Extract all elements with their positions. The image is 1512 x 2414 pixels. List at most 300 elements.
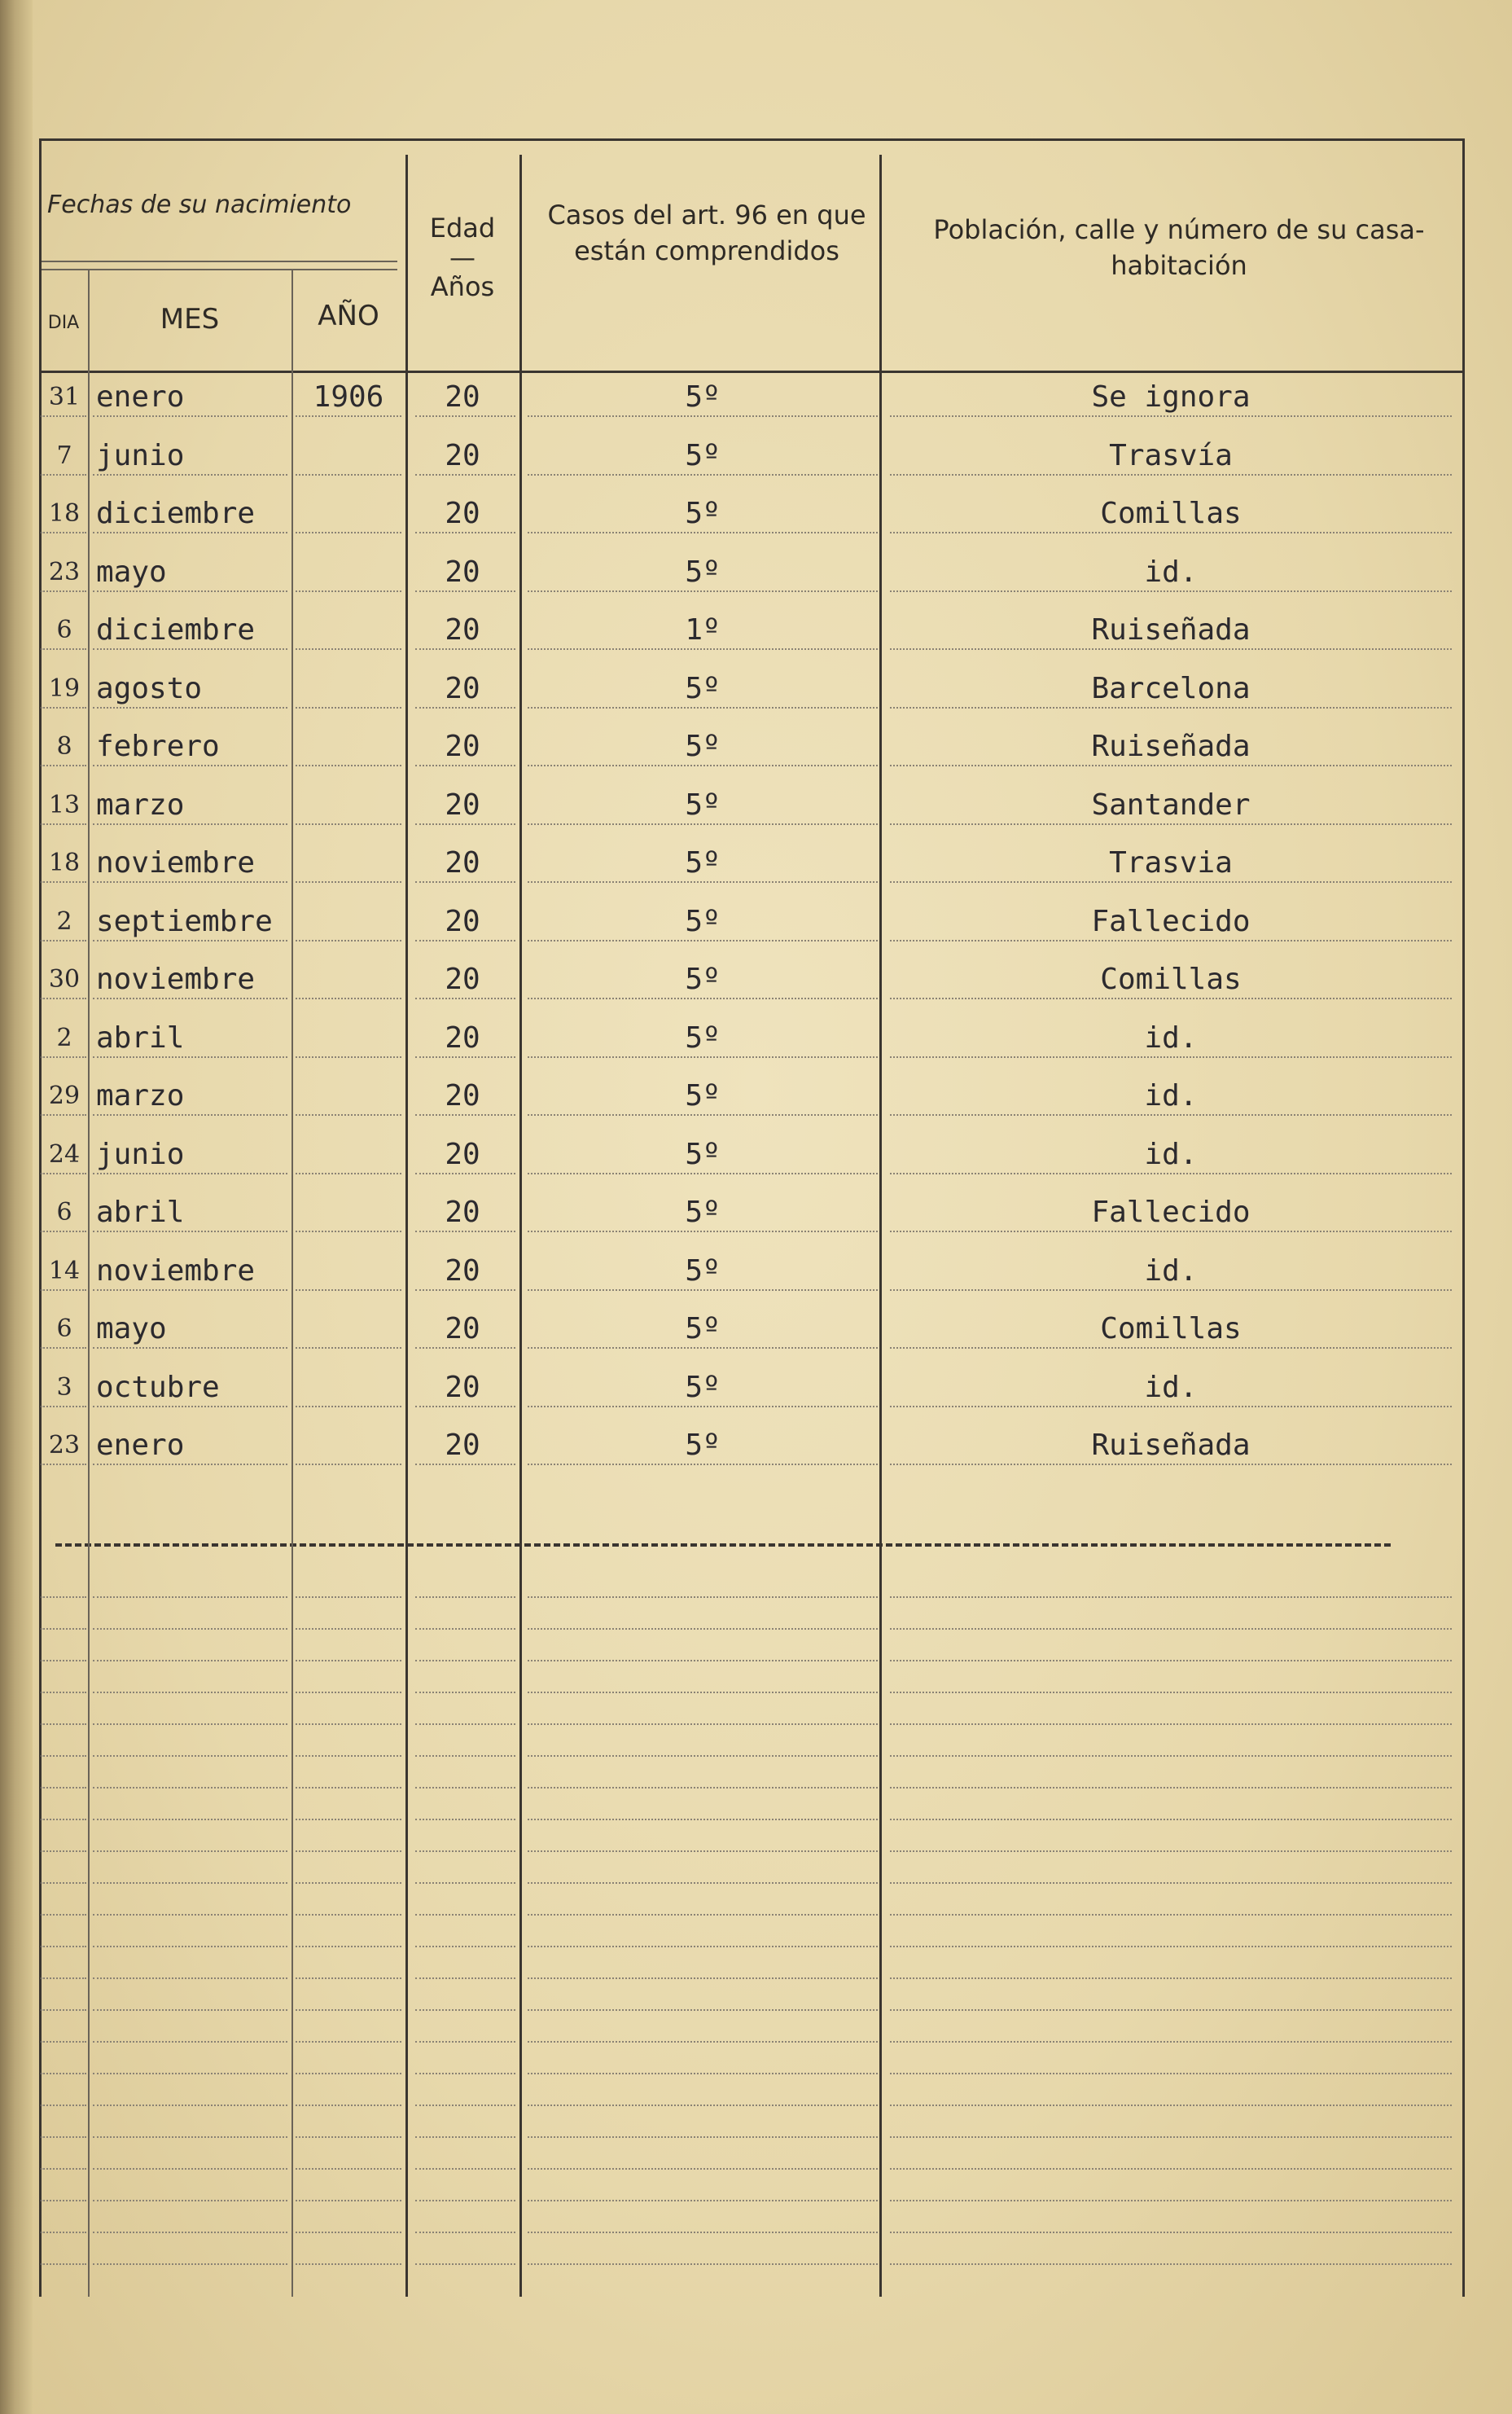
cell-caso: 5º: [685, 904, 721, 938]
cell-mes: enero: [96, 380, 185, 414]
cell-mes: diciembre: [96, 497, 256, 530]
row-rule: [890, 940, 1452, 941]
empty-row-rule: [528, 1755, 878, 1757]
empty-row-rule: [296, 1946, 401, 1947]
empty-row-rule: [41, 1755, 86, 1757]
row-rule: [528, 707, 878, 709]
row-rule: [890, 998, 1452, 999]
empty-row-rule: [296, 2105, 401, 2106]
row-rule: [890, 707, 1452, 709]
cell-dia: 7: [56, 441, 72, 470]
empty-row-rule: [93, 1628, 287, 1630]
closing-dashed-rule: [55, 1543, 1391, 1547]
row-rule: [415, 648, 515, 650]
empty-row-rule: [93, 1755, 287, 1757]
date-group-rule-2: [39, 269, 397, 270]
row-rule: [890, 1406, 1452, 1407]
cell-mes: abril: [96, 1196, 185, 1229]
row-rule: [296, 1406, 401, 1407]
empty-row-rule: [528, 2009, 878, 2011]
cell-edad: 20: [445, 497, 480, 530]
cell-edad: 20: [445, 1079, 480, 1113]
row-rule: [528, 1114, 878, 1116]
row-rule: [93, 765, 287, 766]
row-rule: [890, 590, 1452, 592]
cell-edad: 20: [445, 1429, 480, 1462]
empty-row-rule: [415, 2168, 515, 2170]
row-rule: [415, 1347, 515, 1349]
empty-row-rule: [890, 2009, 1452, 2011]
cell-caso: 5º: [685, 1370, 721, 1404]
row-rule: [93, 823, 287, 825]
header-edad-dash: —: [449, 242, 476, 273]
row-rule: [93, 415, 287, 417]
cell-dia: 2: [56, 906, 72, 936]
row-rule: [296, 940, 401, 941]
row-rule: [296, 823, 401, 825]
cell-poblacion: Fallecido: [1091, 904, 1251, 938]
empty-row-rule: [41, 1596, 86, 1598]
row-rule: [93, 1464, 287, 1465]
cell-poblacion: id.: [1144, 1020, 1198, 1055]
empty-row-rule: [528, 1723, 878, 1725]
empty-row-rule: [415, 1660, 515, 1661]
empty-row-rule: [890, 1755, 1452, 1757]
empty-row-rule: [415, 2200, 515, 2201]
row-rule: [41, 1406, 86, 1407]
empty-row-rule: [528, 1787, 878, 1789]
empty-row-rule: [93, 1946, 287, 1947]
empty-row-rule: [415, 1914, 515, 1916]
row-rule: [415, 474, 515, 476]
empty-row-rule: [415, 2073, 515, 2074]
empty-row-rule: [415, 1787, 515, 1789]
empty-row-rule: [415, 1628, 515, 1630]
empty-row-rule: [296, 1977, 401, 1979]
empty-row-rule: [890, 1882, 1452, 1884]
row-rule: [528, 648, 878, 650]
empty-row-rule: [41, 1914, 86, 1916]
col-dia-rule: [88, 269, 90, 2297]
empty-row-rule: [528, 1946, 878, 1947]
row-rule: [41, 1347, 86, 1349]
cell-dia: 23: [48, 557, 81, 586]
row-rule: [296, 881, 401, 883]
empty-row-rule: [528, 2041, 878, 2043]
cell-edad: 20: [445, 1137, 480, 1171]
empty-row-rule: [41, 1882, 86, 1884]
row-rule: [528, 1173, 878, 1174]
col-left-rule: [39, 138, 42, 2297]
row-rule: [415, 1056, 515, 1058]
cell-dia: 23: [48, 1431, 81, 1459]
row-rule: [41, 1173, 86, 1174]
empty-row-rule: [41, 2168, 86, 2170]
empty-row-rule: [93, 1660, 287, 1661]
cell-mes: febrero: [96, 730, 220, 763]
row-rule: [296, 765, 401, 766]
cell-dia: 24: [48, 1139, 81, 1169]
row-rule: [296, 998, 401, 999]
row-rule: [41, 1464, 86, 1465]
cell-poblacion: Ruiseñada: [1091, 613, 1251, 647]
cell-mes: noviembre: [96, 846, 256, 880]
row-rule: [528, 532, 878, 533]
empty-row-rule: [296, 2041, 401, 2043]
cell-caso: 5º: [685, 1312, 721, 1345]
cell-edad: 20: [445, 846, 480, 880]
empty-row-rule: [296, 2263, 401, 2265]
empty-row-rule: [890, 1596, 1452, 1598]
empty-row-rule: [93, 2073, 287, 2074]
row-rule: [41, 823, 86, 825]
empty-row-rule: [890, 2073, 1452, 2074]
empty-row-rule: [415, 1882, 515, 1884]
empty-row-rule: [93, 1692, 287, 1693]
empty-row-rule: [296, 2136, 401, 2138]
row-rule: [528, 1406, 878, 1407]
empty-row-rule: [528, 2168, 878, 2170]
row-rule: [93, 1173, 287, 1174]
empty-row-rule: [415, 2105, 515, 2106]
row-rule: [890, 881, 1452, 883]
col-anio-rule: [405, 155, 408, 2297]
empty-row-rule: [890, 2136, 1452, 2138]
empty-row-rule: [93, 1819, 287, 1820]
empty-row-rule: [415, 1850, 515, 1852]
header-bottom-rule: [39, 371, 1464, 373]
empty-row-rule: [41, 1787, 86, 1789]
cell-caso: 5º: [685, 1079, 721, 1113]
empty-row-rule: [528, 1660, 878, 1661]
row-rule: [528, 474, 878, 476]
empty-row-rule: [296, 2073, 401, 2074]
empty-row-rule: [296, 1850, 401, 1852]
cell-dia: 3: [56, 1372, 72, 1402]
empty-row-rule: [890, 1850, 1452, 1852]
empty-row-rule: [93, 2200, 287, 2201]
row-rule: [93, 1056, 287, 1058]
row-rule: [296, 1173, 401, 1174]
empty-row-rule: [528, 2136, 878, 2138]
cell-poblacion: Se ignora: [1091, 380, 1251, 414]
empty-row-rule: [41, 1850, 86, 1852]
cell-dia: 19: [48, 674, 81, 703]
row-rule: [41, 590, 86, 592]
row-rule: [528, 1289, 878, 1291]
col-casos-rule: [879, 155, 882, 2297]
row-rule: [528, 1464, 878, 1465]
cell-edad: 20: [445, 1196, 480, 1229]
cell-mes: junio: [96, 1137, 185, 1171]
cell-poblacion: Comillas: [1100, 963, 1242, 996]
empty-row-rule: [890, 2263, 1452, 2265]
row-rule: [890, 1173, 1452, 1174]
empty-row-rule: [93, 1723, 287, 1725]
row-rule: [296, 1231, 401, 1232]
cell-mes: marzo: [96, 1079, 185, 1113]
cell-mes: abril: [96, 1020, 185, 1055]
row-rule: [890, 415, 1452, 417]
cell-poblacion: Barcelona: [1091, 671, 1251, 705]
row-rule: [296, 1289, 401, 1291]
empty-row-rule: [93, 1596, 287, 1598]
cell-caso: 1º: [685, 613, 721, 647]
empty-row-rule: [528, 1914, 878, 1916]
row-rule: [41, 648, 86, 650]
empty-row-rule: [528, 1692, 878, 1693]
cell-poblacion: Trasvía: [1109, 438, 1233, 472]
row-rule: [41, 474, 86, 476]
empty-row-rule: [415, 1946, 515, 1947]
cell-mes: diciembre: [96, 613, 256, 647]
empty-row-rule: [93, 2168, 287, 2170]
row-rule: [528, 1347, 878, 1349]
cell-mes: agosto: [96, 671, 203, 705]
empty-row-rule: [41, 2009, 86, 2011]
empty-row-rule: [415, 2136, 515, 2138]
cell-edad: 20: [445, 380, 480, 414]
cell-dia: 18: [48, 849, 81, 877]
cell-dia: 18: [48, 499, 81, 528]
cell-edad: 20: [445, 904, 480, 938]
cell-edad: 20: [445, 730, 480, 763]
empty-row-rule: [41, 2232, 86, 2233]
empty-row-rule: [296, 2168, 401, 2170]
row-rule: [415, 940, 515, 941]
cell-poblacion: Comillas: [1100, 497, 1242, 530]
cell-caso: 5º: [685, 730, 721, 763]
empty-row-rule: [93, 2041, 287, 2043]
row-rule: [296, 1114, 401, 1116]
row-rule: [415, 532, 515, 533]
row-rule: [415, 1464, 515, 1465]
cell-mes: marzo: [96, 788, 185, 822]
cell-mes: noviembre: [96, 1253, 256, 1288]
empty-row-rule: [890, 1819, 1452, 1820]
row-rule: [890, 823, 1452, 825]
header-poblacion: Población, calle y número de su casa-habitación: [933, 214, 1425, 281]
cell-dia: 29: [48, 1082, 81, 1110]
row-rule: [296, 707, 401, 709]
cell-edad: 20: [445, 963, 480, 996]
row-rule: [528, 415, 878, 417]
empty-row-rule: [93, 2009, 287, 2011]
row-rule: [415, 1289, 515, 1291]
row-rule: [415, 707, 515, 709]
row-rule: [890, 1056, 1452, 1058]
cell-caso: 5º: [685, 1020, 721, 1055]
empty-row-rule: [41, 2105, 86, 2106]
empty-row-rule: [415, 1692, 515, 1693]
row-rule: [296, 1056, 401, 1058]
row-rule: [528, 590, 878, 592]
cell-dia: 31: [48, 383, 81, 411]
cell-dia: 2: [56, 1023, 72, 1052]
empty-row-rule: [890, 1914, 1452, 1916]
empty-row-rule: [93, 2263, 287, 2265]
col-right-rule: [1462, 138, 1465, 2297]
row-rule: [41, 1056, 86, 1058]
cell-poblacion: id.: [1144, 1137, 1198, 1171]
row-rule: [296, 532, 401, 533]
empty-row-rule: [93, 1914, 287, 1916]
cell-caso: 5º: [685, 963, 721, 996]
row-rule: [93, 1289, 287, 1291]
cell-poblacion: id.: [1144, 1370, 1198, 1404]
cell-poblacion: id.: [1144, 555, 1198, 589]
row-rule: [890, 765, 1452, 766]
cell-caso: 5º: [685, 846, 721, 880]
col-mes-rule: [291, 269, 293, 2297]
empty-row-rule: [415, 2041, 515, 2043]
empty-row-rule: [415, 2263, 515, 2265]
empty-row-rule: [415, 1723, 515, 1725]
empty-row-rule: [890, 2232, 1452, 2233]
row-rule: [296, 1464, 401, 1465]
empty-row-rule: [296, 1628, 401, 1630]
empty-row-rule: [296, 1723, 401, 1725]
cell-mes: mayo: [96, 555, 167, 589]
header-mes: MES: [160, 303, 220, 336]
empty-row-rule: [93, 1787, 287, 1789]
row-rule: [41, 707, 86, 709]
cell-mes: septiembre: [96, 904, 273, 938]
row-rule: [890, 1347, 1452, 1349]
empty-row-rule: [415, 1755, 515, 1757]
row-rule: [41, 1289, 86, 1291]
empty-row-rule: [41, 1660, 86, 1661]
empty-row-rule: [41, 1723, 86, 1725]
row-rule: [296, 415, 401, 417]
empty-row-rule: [41, 2263, 86, 2265]
row-rule: [890, 648, 1452, 650]
cell-caso: 5º: [685, 497, 721, 530]
cell-caso: 5º: [685, 788, 721, 822]
row-rule: [93, 707, 287, 709]
cell-poblacion: Comillas: [1100, 1312, 1242, 1345]
row-rule: [890, 1289, 1452, 1291]
row-rule: [415, 1114, 515, 1116]
row-rule: [890, 1231, 1452, 1232]
cell-caso: 5º: [685, 671, 721, 705]
empty-row-rule: [93, 1850, 287, 1852]
empty-row-rule: [93, 1977, 287, 1979]
table-top-rule: [39, 138, 1464, 141]
row-rule: [93, 648, 287, 650]
empty-row-rule: [528, 2200, 878, 2201]
empty-row-rule: [296, 1914, 401, 1916]
row-rule: [528, 881, 878, 883]
cell-poblacion: Ruiseñada: [1091, 730, 1251, 763]
row-rule: [296, 648, 401, 650]
cell-mes: noviembre: [96, 963, 256, 996]
row-rule: [41, 532, 86, 533]
row-rule: [528, 940, 878, 941]
row-rule: [415, 1406, 515, 1407]
row-rule: [41, 881, 86, 883]
row-rule: [528, 1056, 878, 1058]
row-rule: [415, 590, 515, 592]
header-fechas: Fechas de su nacimiento: [47, 191, 352, 219]
row-rule: [415, 415, 515, 417]
cell-mes: octubre: [96, 1370, 220, 1404]
empty-row-rule: [890, 1946, 1452, 1947]
empty-row-rule: [41, 2073, 86, 2074]
empty-row-rule: [528, 1977, 878, 1979]
row-rule: [890, 532, 1452, 533]
row-rule: [296, 1347, 401, 1349]
row-rule: [41, 415, 86, 417]
cell-dia: 6: [56, 616, 72, 644]
cell-dia: 13: [48, 790, 81, 819]
row-rule: [41, 998, 86, 999]
row-rule: [93, 1114, 287, 1116]
empty-row-rule: [890, 1723, 1452, 1725]
empty-row-rule: [528, 2073, 878, 2074]
cell-caso: 5º: [685, 380, 721, 414]
empty-row-rule: [528, 1596, 878, 1598]
header-edad: Edad: [429, 213, 496, 244]
row-rule: [890, 1464, 1452, 1465]
row-rule: [415, 881, 515, 883]
empty-row-rule: [890, 2105, 1452, 2106]
empty-row-rule: [890, 1692, 1452, 1693]
row-rule: [890, 474, 1452, 476]
row-rule: [93, 532, 287, 533]
empty-row-rule: [296, 1819, 401, 1820]
empty-row-rule: [41, 1819, 86, 1820]
header-dia: DIA: [47, 313, 80, 333]
empty-row-rule: [296, 1692, 401, 1693]
cell-poblacion: id.: [1144, 1253, 1198, 1288]
col-edad-rule: [519, 155, 522, 2297]
header-edad-unit: Años: [430, 271, 495, 302]
empty-row-rule: [296, 2009, 401, 2011]
empty-row-rule: [890, 1977, 1452, 1979]
row-rule: [415, 998, 515, 999]
cell-edad: 20: [445, 1312, 480, 1345]
empty-row-rule: [41, 1946, 86, 1947]
empty-row-rule: [93, 1882, 287, 1884]
row-rule: [528, 765, 878, 766]
row-rule: [93, 590, 287, 592]
empty-row-rule: [528, 2263, 878, 2265]
row-rule: [296, 590, 401, 592]
row-rule: [93, 474, 287, 476]
cell-poblacion: Fallecido: [1091, 1196, 1251, 1229]
empty-row-rule: [296, 2232, 401, 2233]
cell-mes: enero: [96, 1429, 185, 1462]
cell-poblacion: Santander: [1091, 788, 1251, 822]
row-rule: [41, 1114, 86, 1116]
register-table: [39, 138, 1464, 2297]
empty-row-rule: [296, 1787, 401, 1789]
empty-row-rule: [890, 1660, 1452, 1661]
row-rule: [415, 823, 515, 825]
empty-row-rule: [528, 1882, 878, 1884]
row-rule: [93, 1347, 287, 1349]
row-rule: [41, 765, 86, 766]
cell-caso: 5º: [685, 438, 721, 472]
row-rule: [41, 1231, 86, 1232]
empty-row-rule: [41, 1977, 86, 1979]
cell-caso: 5º: [685, 1253, 721, 1288]
cell-edad: 20: [445, 438, 480, 472]
row-rule: [415, 1231, 515, 1232]
empty-row-rule: [528, 1850, 878, 1852]
empty-row-rule: [890, 2200, 1452, 2201]
